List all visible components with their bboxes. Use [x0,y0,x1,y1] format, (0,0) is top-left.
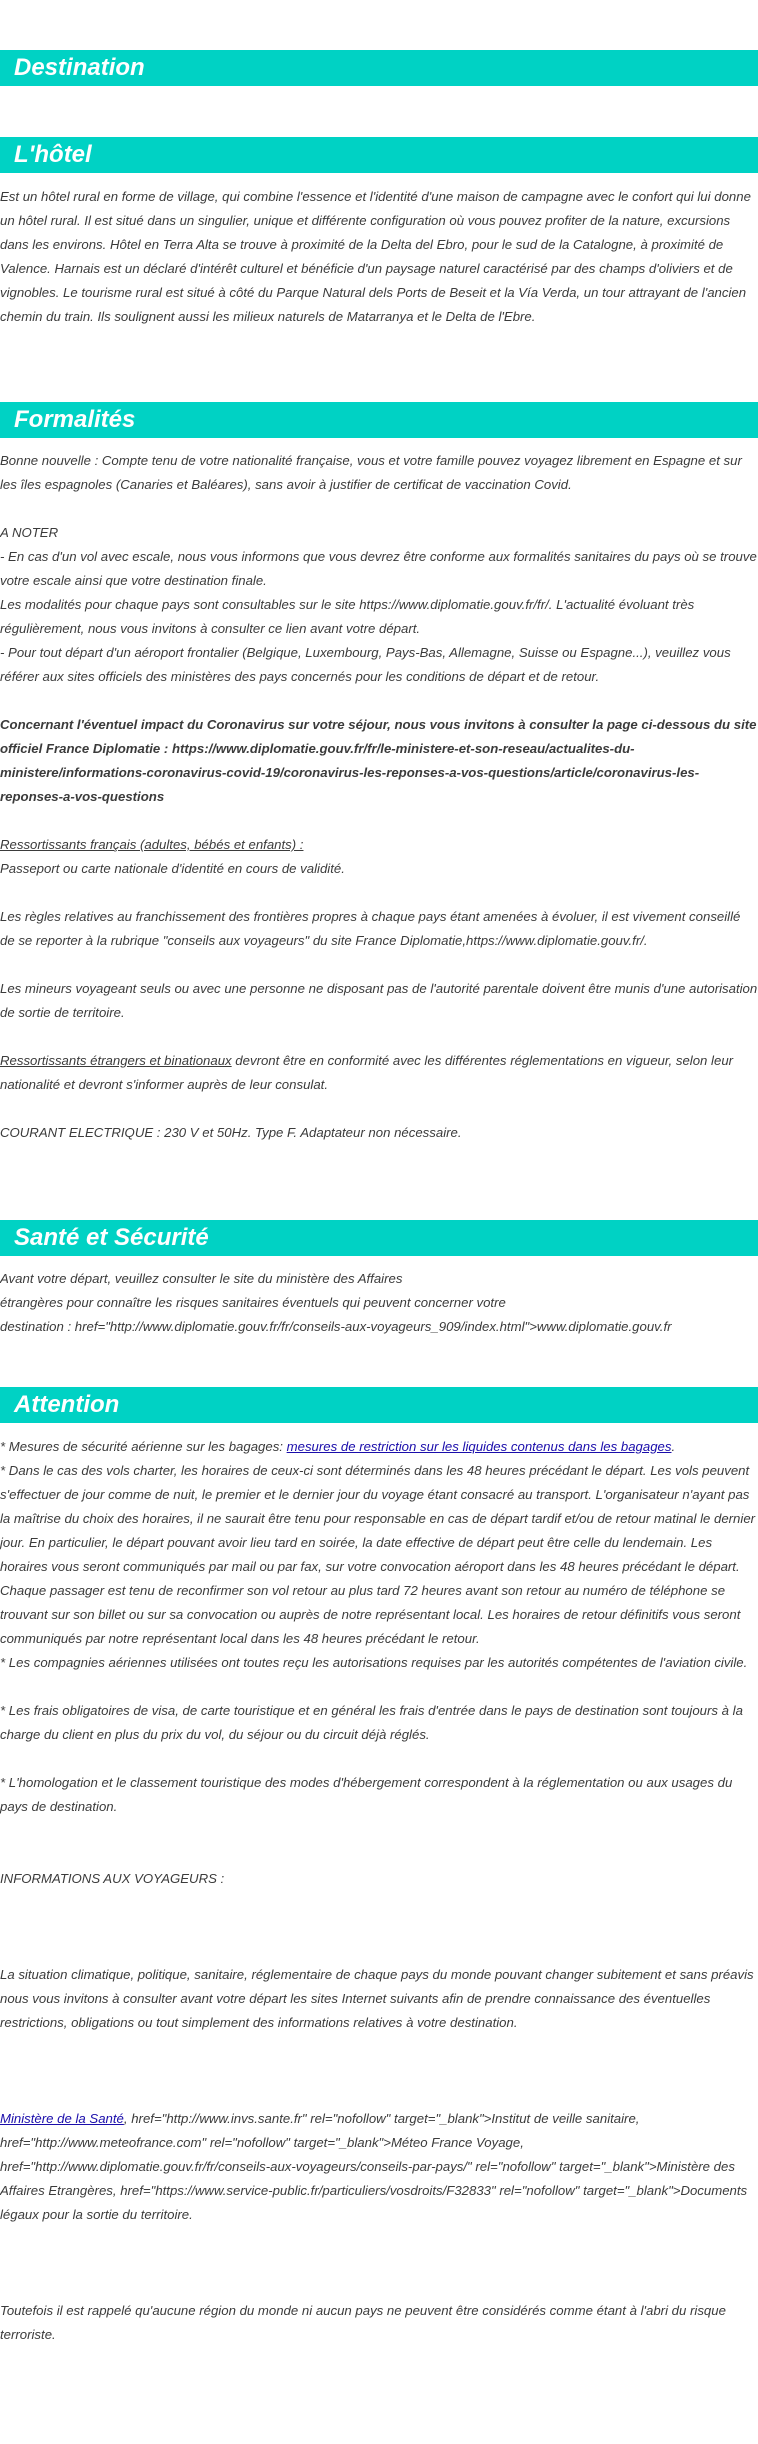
anoter-line-3: - Pour tout départ d'un aéroport frontalier (Belgique, Luxembourg, Pays-Bas, Allemagne, Suisse ou Espagne...), veuillez vous référer aux sites officiels des ministères des pays concernés pour les conditions de départ et de retour. [0,645,731,684]
anoter-line-2: Les modalités pour chaque pays sont consultables sur le site https://www.diplomatie.gouv.fr/fr/. L'actualité évoluant très régulièrement, nous vous invitons à consulter ce lien avant votre départ. [0,597,695,636]
infos-voyageurs-title: INFORMATIONS AUX VOYAGEURS : [0,1871,225,1886]
situation-line-2: nous vous invitons à consulter avant votre départ les sites Internet suivants afin de prendre connaissance des éventuelles restrictions, obligations ou tout simplement des informations relatives à votre destination. [0,1991,711,2030]
homologation-text: * L'homologation et le classement touristique des modes d'hébergement correspondent à la réglementation ou aux usages du pays de destination. [0,1775,733,1814]
section-header-hotel: L'hôtel [0,137,758,173]
ministere-rest: , href="http://www.invs.sante.fr" rel="nofollow" target="_blank">Institut de veille sanitaire, href="http://www.meteofrance.com" rel="nofollow" target="_blank">Méteo France Voyage, href="http://www.diplomatie.gouv.fr/fr/conseils-aux-voyageurs/conseils-par-pays/" rel="nofollow" target="_blank">Ministère des Affaires Etrangères, href="https://www.service-public.fr/particuliers/vosdroits/F32833" rel="nofollow" target="_blank">Documents légaux pour la sortie du territoire. [0,2111,748,2222]
sante-line-2: étrangères pour connaître les risques sanitaires éventuels qui peuvent concerner votre [0,1295,506,1310]
charter-text: * Dans le cas des vols charter, les horaires de ceux-ci sont déterminés dans les 48 heures précédant le départ. Les vols peuvent s'effectuer de jour comme de nuit, le premier et le dernier jour du voyage étant consacré au transport. L'organisateur n'ayant pas la maîtrise du choix des horaires, il ne saurait être tenu pour responsable en cas de départ tardif et/ou de retour matinal le dernier jour. En particulier, le départ pouvant avoir lieu tard en soirée, la date effective de départ peut être celle du lendemain. Les horaires vous seront communiqués par mail ou par fax, sur votre convocation aéroport dans les 48 heures précédant le départ. Chaque passager est tenu de reconfirmer son vol retour au plus tard 72 heures avant son retour au numéro de téléphone se trouvant sur son billet ou sur sa convocation ou auprès de notre représentant local. Les horaires de retour définitifs vous seront communiqués par notre représentant local dans les 48 heures précédant le retour. [0,1463,756,1646]
mineurs-text: Les mineurs voyageant seuls ou avec une personne ne disposant pas de l'autorité parentale doivent être munis d'une autorisation de sortie de territoire. [0,981,758,1020]
etrangers-paragraph [0,1049,758,1097]
mesures-suffix: . [671,1439,676,1454]
covid-notice: Concernant l'éventuel impact du Coronavirus sur votre séjour, nous vous invitons à consulter la page ci-dessous du site officiel France Diplomatie : https://www.diplomatie.gouv.fr/fr/le-ministere-et-son-reseau/actualites-du-ministere/informations-coronavirus-covid-19/coronavirus-les-reponses-a-vos-questions/article/coronavirus-les-reponses-a-vos-questions [0,717,757,804]
mesures-restriction-link[interactable]: mesures de restriction sur les liquides contenus dans les bagages [286,1439,672,1454]
anoter-line-1: - En cas d'un vol avec escale, nous vous informons que vous devrez être conforme aux formalités sanitaires du pays où se trouve votre escale ainsi que votre destination finale. [0,549,757,588]
sante-line-1: Avant votre départ, veuillez consulter le site du ministère des Affaires [0,1271,403,1286]
hotel-description [0,185,758,329]
section-header-attention: Attention [0,1387,758,1423]
section-header-formalites: Formalités [0,402,758,438]
mesures-paragraph [0,1435,758,1459]
ministere-paragraph [0,2107,758,2227]
toutefois-text: Toutefois il est rappelé qu'aucune région du monde ni aucun pays ne peuvent être considérés comme étant à l'abri du risque terroriste. [0,2303,726,2342]
frontieres-text: Les règles relatives au franchissement des frontières propres à chaque pays étant amenées à évoluer, il est vivement conseillé de se reporter à la rubrique "conseils aux voyageurs" du site France Diplomatie,https://www.diplomatie.gouv.fr/. [0,909,741,948]
mesures-prefix: * Mesures de sécurité aérienne sur les bagages: [0,1439,287,1454]
formalites-content [0,449,758,1145]
situation-line-1: La situation climatique, politique, sanitaire, réglementaire de chaque pays du monde pouvant changer subitement et sans préavis [0,1967,754,1982]
formalites-intro: Bonne nouvelle : Compte tenu de votre nationalité française, vous et votre famille pouvez voyagez librement en Espagne et sur les îles espagnoles (Canaries et Baléares), sans avoir à justifier de certificat de vaccination Covid. [0,453,742,492]
compagnies-text: * Les compagnies aériennes utilisées ont toutes reçu les autorisations requises par les autorités compétentes de l'aviation civile. [0,1655,748,1670]
section-header-sante: Santé et Sécurité [0,1220,758,1256]
sante-content [0,1267,758,1339]
etrangers-text: devront être en conformité avec les différentes réglementations en vigueur, selon leur nationalité et devront s'informer auprès de leur consulat. [0,1053,734,1092]
ressortissants-fr-text: Passeport ou carte nationale d'identité en cours de validité. [0,861,345,876]
courant-electrique: COURANT ELECTRIQUE : 230 V et 50Hz. Type F. Adaptateur non nécessaire. [0,1125,462,1140]
ministere-sante-link[interactable]: Ministère de la Santé [0,2111,124,2126]
section-header-destination: Destination [0,50,758,86]
hotel-text: Est un hôtel rural en forme de village, qui combine l'essence et l'identité d'une maison de campagne avec le confort qui lui donne un hôtel rural. Il est situé dans un singulier, unique et différente configuration où vous pouvez profiter de la nature, excursions dans les environs. Hôtel en Terra Alta se trouve à proximité de la Delta del Ebro, pour le sud de la Catalogne, à proximité de Valence. Harnais est un déclaré d'intérêt culturel et bénéficie d'un paysage naturel caractérisé par des champs d'oliviers et de vignobles. Le tourisme rural est situé à côté du Parque Natural dels Ports de Beseit et la Vía Verda, un tour attrayant de l'ancien chemin du train. Ils soulignent aussi les milieux naturels de Matarranya et le Delta de l'Ebre. [0,189,751,324]
sante-line-3: destination : href="http://www.diplomatie.gouv.fr/fr/conseils-aux-voyageurs_909/index.html">www.diplomatie.gouv.fr [0,1319,672,1334]
frais-text: * Les frais obligatoires de visa, de carte touristique et en général les frais d'entrée dans le pays de destination sont toujours à la charge du client en plus du prix du vol, du séjour ou du circuit déjà réglés. [0,1703,743,1742]
attention-content [0,1435,758,2347]
ressortissants-fr-title: Ressortissants français (adultes, bébés et enfants) : [0,837,304,852]
etrangers-title: Ressortissants étrangers et binationaux [0,1053,232,1068]
anoter-title: A NOTER [0,525,59,540]
